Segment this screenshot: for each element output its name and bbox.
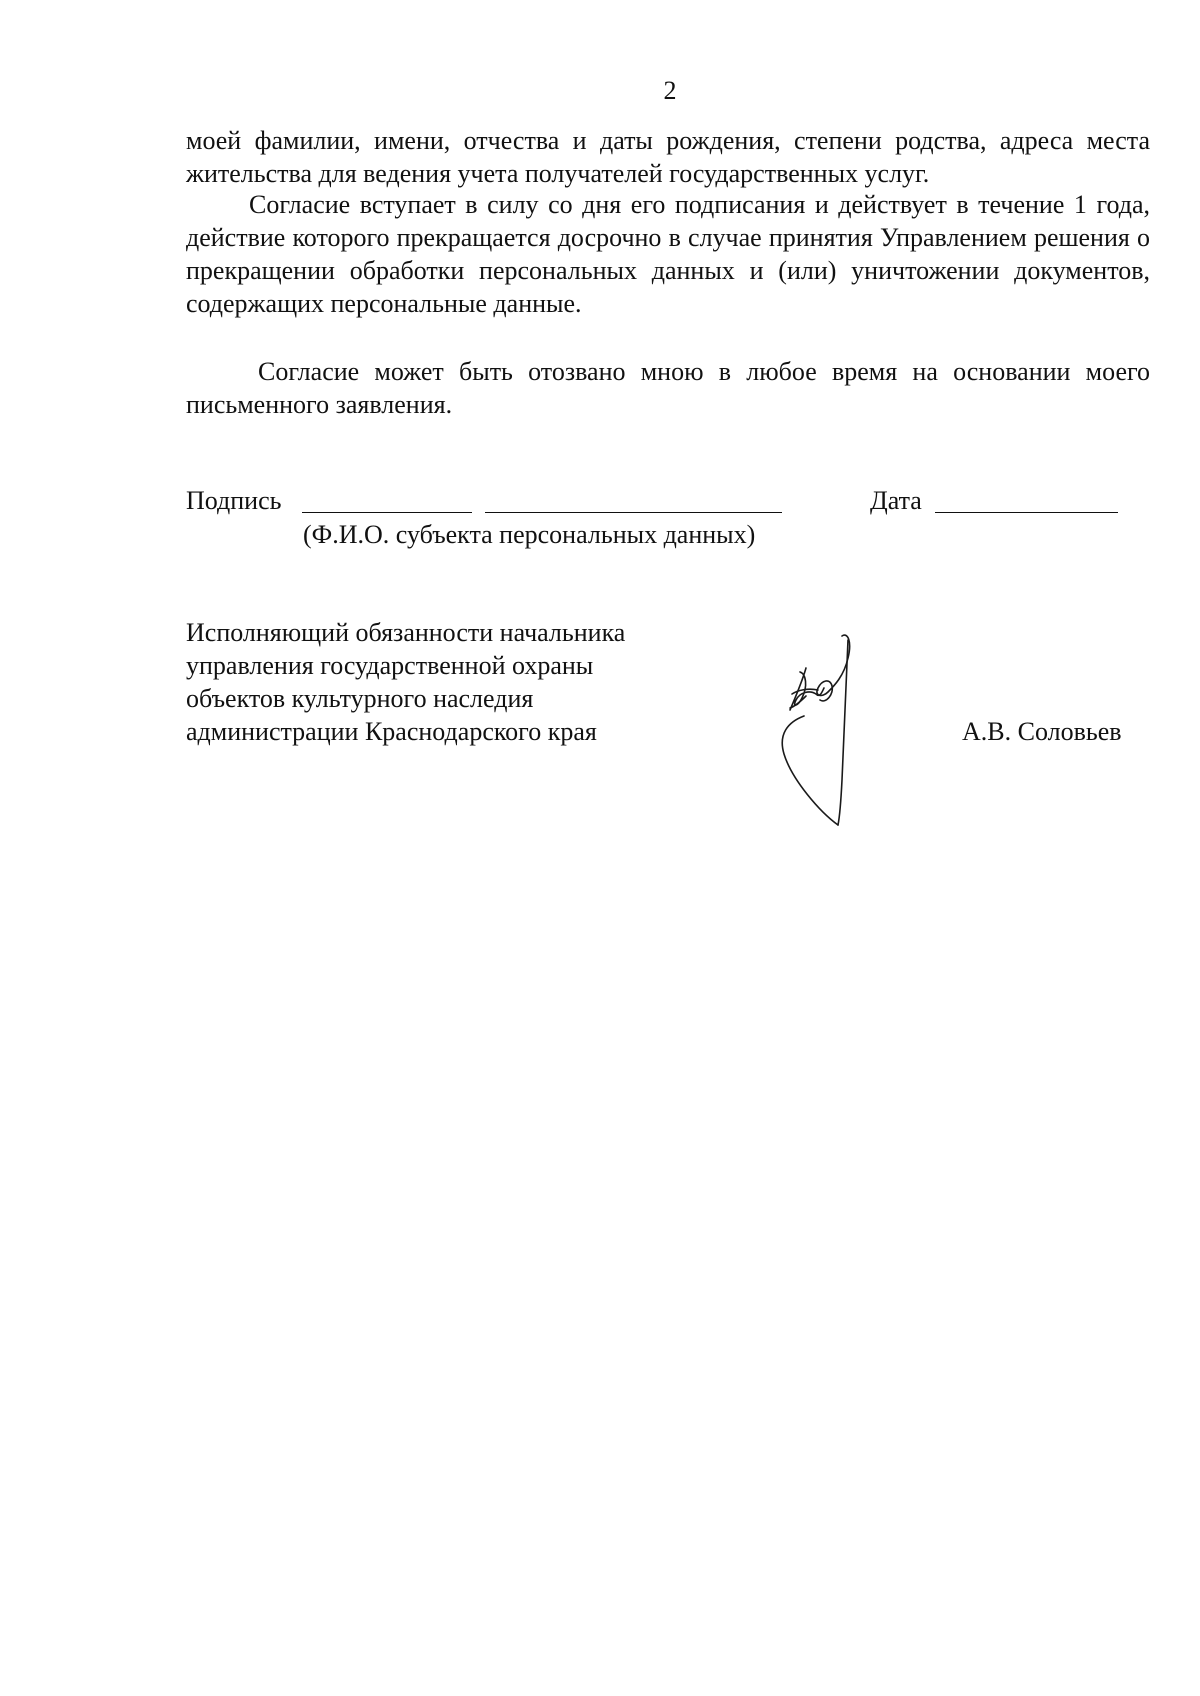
- signatory-position: [186, 616, 625, 748]
- date-label: Дата: [870, 486, 922, 515]
- date-blank-line: [935, 511, 1118, 513]
- paragraph-consent-revocation: Согласие может быть отозвано мною в любое время на основании моего письменного заявления.: [186, 357, 1150, 419]
- position-line: администрации Краснодарского края: [186, 717, 597, 746]
- signature-blank-line: [302, 511, 472, 513]
- position-line: Исполняющий обязанности начальника: [186, 618, 626, 647]
- paragraph-personal-data-scope: моей фамилии, имени, отчества и даты рождения, степени родства, адреса места жительства для ведения учета получателей государственных услуг.: [186, 126, 1150, 188]
- fio-blank-line: [485, 511, 782, 513]
- signature-label: Подпись: [186, 486, 282, 515]
- position-line: объектов культурного наследия: [186, 684, 534, 713]
- fio-caption: (Ф.И.О. субъекта персональных данных): [303, 520, 756, 549]
- paragraph-consent-validity: Согласие вступает в силу со дня его подписания и действует в течение 1 года, действие которого прекращается досрочно в случае принятия Управлением решения о прекращении обработки персональных данных и (или) уничтожении документов, содержащих персональные данные.: [186, 190, 1150, 318]
- handwritten-signature-icon: [762, 630, 872, 840]
- page-number: 2: [663, 76, 677, 105]
- position-line: управления государственной охраны: [186, 651, 594, 680]
- signer-name: А.В. Соловьев: [962, 717, 1122, 746]
